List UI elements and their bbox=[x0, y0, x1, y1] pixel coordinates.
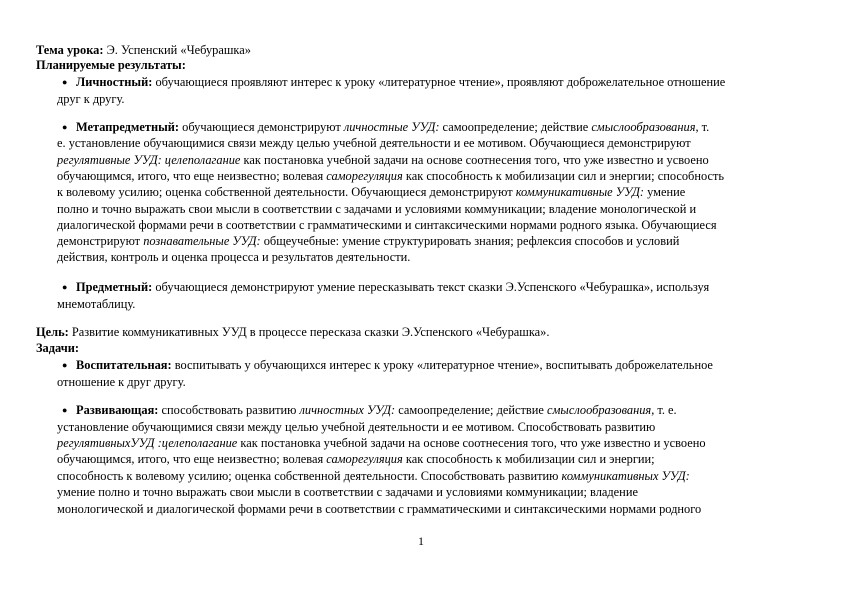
topic-line bbox=[36, 43, 251, 58]
meta-line-9: действия, контроль и оценка процесса и результатов деятельности. bbox=[57, 250, 411, 264]
meta-text: самоопределение; действие bbox=[439, 120, 592, 134]
developing-line-3 bbox=[57, 436, 706, 451]
goal-label: Цель: bbox=[36, 325, 69, 339]
meta-italic: регулятивные УУД: целеполагание bbox=[57, 153, 241, 167]
meta-text: , т. bbox=[695, 120, 710, 134]
developing-italic: личностных УУД: bbox=[299, 403, 396, 417]
goal-value: Развитие коммуникативных УУД в процессе пересказа сказки Э.Успенского «Чебурашка». bbox=[68, 325, 550, 339]
developing-line-4 bbox=[57, 452, 655, 467]
developing-text: обучающимся, итого, что еще неизвестно; волевая bbox=[57, 452, 327, 466]
meta-italic: познавательные УУД: bbox=[143, 234, 261, 248]
subject-line-2: мнемотаблицу. bbox=[57, 297, 136, 311]
meta-italic: саморегуляция bbox=[326, 169, 403, 183]
meta-line-4 bbox=[57, 169, 724, 184]
developing-text: , т. е. bbox=[651, 403, 677, 417]
meta-line-2: е. установление обучающимися связи между целью учебной деятельности и ее мотивом. Обучающиеся демонстрируют bbox=[57, 136, 691, 150]
personal-label: Личностный: bbox=[76, 75, 153, 89]
meta-text: обучающимся, итого, что еще неизвестно; волевая bbox=[57, 169, 327, 183]
developing-text: самоопределение; действие bbox=[395, 403, 548, 417]
meta-italic: коммуникативные УУД: bbox=[515, 185, 644, 199]
planned-results-heading: Планируемые результаты: bbox=[36, 58, 186, 72]
developing-label: Развивающая: bbox=[76, 403, 159, 417]
subject-label: Предметный: bbox=[76, 280, 153, 294]
personal-text-1: обучающиеся проявляют интерес к уроку «литературное чтение», проявляют доброжелательное отношение bbox=[152, 75, 726, 89]
developing-text: способность к волевому усилию; оценка собственной деятельности. Способствовать развитию bbox=[57, 469, 562, 483]
developing-line-6: умение полно и точно выражать свои мысли в соответствии с задачами и условиями коммуникации; владение bbox=[57, 485, 638, 499]
topic-label: Тема урока: bbox=[36, 43, 104, 57]
developing-line-2: установление обучающимися связи между целью учебной деятельности и ее мотивом. Способствовать развитию bbox=[57, 420, 656, 434]
subject-text: обучающиеся демонстрируют умение пересказывать текст сказки Э.Успенского «Чебурашка», используя bbox=[152, 280, 710, 294]
developing-line-7: монологической и диалогической формами речи в соответствии с грамматическими и синтаксическими нормами родного bbox=[57, 502, 702, 516]
developing-line-1 bbox=[76, 403, 677, 418]
meta-text: как способность к мобилизации сил и энергии; способность bbox=[402, 169, 725, 183]
meta-italic: смыслообразования bbox=[591, 120, 696, 134]
developing-italic: смыслообразования bbox=[547, 403, 652, 417]
tasks-heading: Задачи: bbox=[36, 341, 79, 355]
meta-label: Метапредметный: bbox=[76, 120, 180, 134]
educational-label: Воспитательная: bbox=[76, 358, 172, 372]
meta-text: к волевому усилию; оценка собственной деятельности. Обучающиеся демонстрируют bbox=[57, 185, 516, 199]
educational-line-2: отношение к друг другу. bbox=[57, 375, 186, 389]
meta-text: как постановка учебной задачи на основе соотнесения того, что уже известно и усвоено bbox=[240, 153, 709, 167]
developing-text: способствовать развитию bbox=[158, 403, 300, 417]
subject-line-1 bbox=[76, 280, 709, 295]
meta-text: демонстрируют bbox=[57, 234, 144, 248]
educational-line-1 bbox=[76, 358, 713, 373]
personal-line-1 bbox=[76, 75, 725, 90]
developing-line-5 bbox=[57, 469, 690, 484]
developing-italic: регулятивныхУУД :целеполагание bbox=[57, 436, 238, 450]
meta-italic: личностные УУД: bbox=[343, 120, 440, 134]
meta-line-7: диалогической формами речи в соответствии с грамматическими и синтаксическими нормами родного языка. Обучающиеся bbox=[57, 218, 717, 232]
bullet-icon: ● bbox=[62, 405, 68, 415]
meta-line-3 bbox=[57, 153, 709, 168]
goal-line bbox=[36, 325, 549, 340]
bullet-icon: ● bbox=[62, 360, 68, 370]
bullet-icon: ● bbox=[62, 282, 68, 292]
developing-italic: саморегуляция bbox=[326, 452, 403, 466]
developing-text: как постановка учебной задачи на основе соотнесения того, что уже известно и усвоено bbox=[237, 436, 706, 450]
meta-text: общеучебные: умение структурировать знания; рефлексия способов и условий bbox=[260, 234, 680, 248]
personal-line-2: друг к другу. bbox=[57, 92, 125, 106]
page-number: 1 bbox=[418, 534, 424, 548]
bullet-icon: ● bbox=[62, 77, 68, 87]
meta-text: обучающиеся демонстрируют bbox=[179, 120, 344, 134]
meta-line-8 bbox=[57, 234, 679, 249]
developing-text: как способность к мобилизации сил и энергии; bbox=[402, 452, 655, 466]
meta-line-6: полно и точно выражать свои мысли в соответствии с задачами и условиями коммуникации; владение монологической и bbox=[57, 202, 697, 216]
bullet-icon: ● bbox=[62, 122, 68, 132]
topic-value: Э. Успенский «Чебурашка» bbox=[103, 43, 251, 57]
meta-line-5 bbox=[57, 185, 685, 200]
educational-text: воспитывать у обучающихся интерес к уроку «литературное чтение», воспитывать доброжелательное bbox=[171, 358, 713, 372]
developing-italic: коммуникативных УУД: bbox=[561, 469, 690, 483]
meta-text: умение bbox=[643, 185, 686, 199]
meta-line-1 bbox=[76, 120, 709, 135]
